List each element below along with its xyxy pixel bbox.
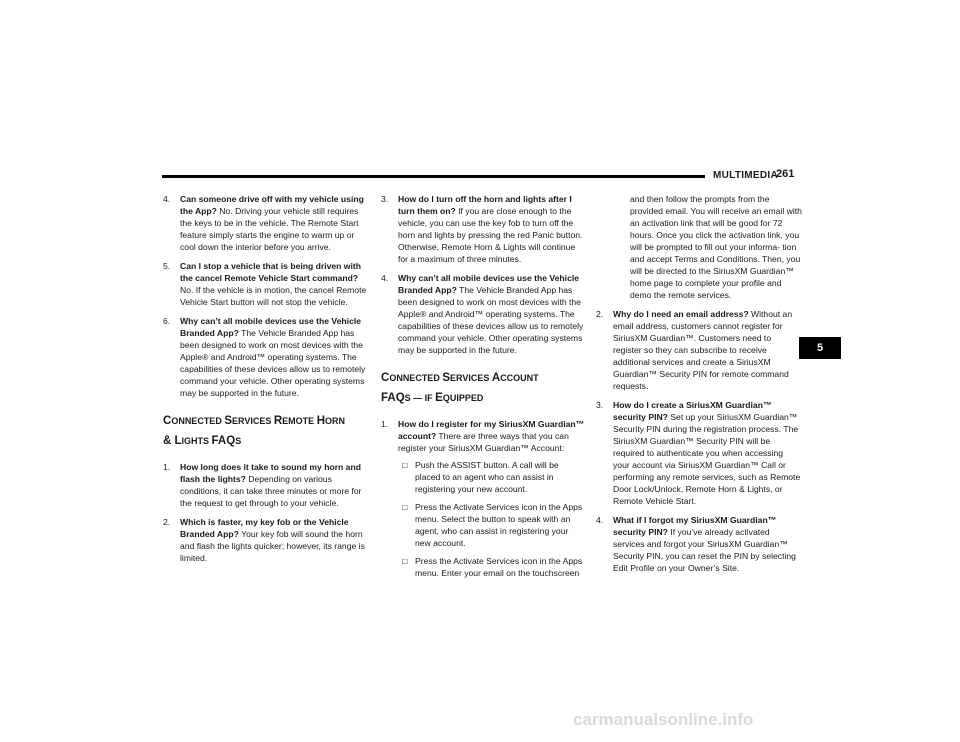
faq-question: How do I turn off the horn and lights after I turn them on?	[398, 194, 572, 216]
faq-answer: There are three ways that you can register your SiriusXM Guardian™ Account:	[398, 431, 569, 453]
faq-answer: If you’ve already activated services and forgot your SiriusXM Guardian™ Security PIN, you can reset the PIN by selecting Edit Profile on your Owner’s Site.	[613, 527, 796, 573]
faq-answer: No. If the vehicle is in motion, the cancel Remote Vehicle Start button will not stop the vehicle.	[180, 285, 367, 307]
faq-question: Why can’t all mobile devices use the Vehicle Branded App?	[398, 273, 580, 295]
faq-item: 1. How long does it take to sound my horn and flash the lights? Depending on various conditions, it can take three minutes or more for the request to get through to your vehicle.	[163, 462, 362, 508]
faq-question: Which is faster, my key fob or the Vehicle Branded App?	[180, 517, 349, 539]
section-heading-remote-horn: CONNECTED SERVICES REMOTE HORN & LIGHTS FAQS	[163, 415, 345, 447]
column-1	[163, 193, 368, 571]
faq-question: Why can’t all mobile devices use the Vehicle Branded App?	[180, 316, 362, 338]
faq-item: 1. How do I register for my SiriusXM Guardian™ account? There are three ways that you can register your SiriusXM Guardian™ Account: □ Push the ASSIST button. A call will be placed to an agent who can assist in registering your new account. □ Press the Activate Services icon in the Apps menu. Select the button to speak with an agent, who can assist in registering your new account. □ Press the Activate Services icon in the Apps menu. Enter your email on the touchscreen	[381, 419, 585, 578]
faq-item: 3. How do I turn off the horn and lights after I turn them on? If you are close enough to the vehicle, you can use the key fob to turn off the horn and lights by pressing the red Panic button. Otherwise, Remote Horn & Lights will continue for a maximum of three minutes.	[381, 194, 583, 264]
faq-question: Can I stop a vehicle that is being driven with the cancel Remote Vehicle Start command?	[180, 261, 361, 283]
bullet-square-icon: □	[402, 502, 408, 512]
faq-item: 2. Which is faster, my key fob or the Vehicle Branded App? Your key fob will sound the horn and flash the lights quicker; however, its range is limited.	[163, 517, 365, 563]
bullet-item: □ Press the Activate Services icon in the Apps menu. Select the button to speak with an agent, who can assist in registering your new account.	[402, 502, 583, 548]
page-number: 261	[776, 168, 795, 180]
section-title: MULTIMEDIA	[713, 170, 779, 181]
bullet-item: □ Press the Activate Services icon in the Apps menu. Enter your email on the touchscreen	[402, 556, 583, 578]
faq-question: How do I register for my SiriusXM Guardian™ account?	[398, 419, 585, 441]
faq-item: 5. Can I stop a vehicle that is being driven with the cancel Remote Vehicle Start command? No. If the vehicle is in motion, the cancel Remote Vehicle Start button will not stop the vehicle.	[163, 261, 367, 307]
faq-question: How long does it take to sound my horn and flash the lights?	[180, 462, 361, 484]
faq-item: 4. What if I forgot my SiriusXM Guardian™ security PIN? If you’ve already activated services and forgot your SiriusXM Guardian™ Security PIN, you can reset the PIN by selecting Edit Profile on your Owner’s Site.	[596, 515, 796, 573]
bullet-continuation: and then follow the prompts from the provided email. You will receive an email with an activation link that will be good for 72 hours. Once you click the activation link, you will be prompted to fill out your informa- tion and accept Terms and Conditions. Then, you will be directed to the SiriusXM Guardian™ home page to complete your profile and demo the remote services.	[630, 194, 802, 300]
bullet-item: □ Push the ASSIST button. A call will be placed to an agent who can assist in registering your new account.	[402, 460, 559, 494]
faq-item: 4. Why can’t all mobile devices use the Vehicle Branded App? The Vehicle Branded App has been designed to work on most devices with the Apple® and Android™ operating systems. The capabilities of these devices allow us to remotely command your vehicle. Other operating systems may be supported in the future.	[381, 273, 584, 355]
watermark: carmanualsonline.info	[573, 710, 754, 729]
faq-question: What if I forgot my SiriusXM Guardian™ security PIN?	[613, 515, 777, 537]
faq-answer: Without an email address, customers cannot register for SiriusXM Guardian™. Customers need to register so they can subscribe to receive additional services and create a SiriusXM Guardian™ Security PIN for remote command requests.	[613, 309, 793, 391]
faq-item: 4. Can someone drive off with my vehicle using the App? No. Driving your vehicle still requires the keys to be in the vehicle. The Remote Start feature simply starts the engine to warm up or cool down the interior before you arrive.	[163, 194, 364, 252]
faq-item: 2. Why do I need an email address? Without an email address, customers cannot register for SiriusXM Guardian™. Customers need to register so they can subscribe to receive additional services and create a SiriusXM Guardian™ Security PIN for remote command requests.	[596, 309, 793, 391]
faq-answer: Depending on various conditions, it can take three minutes or more for the request to get through to your vehicle.	[180, 474, 362, 508]
faq-answer: The Vehicle Branded App has been designed to work on most devices with the Apple® and Android™ operating systems. The capabilities of these devices allow us to remotely command your vehicle. Other operating systems may be supported in the future.	[398, 285, 584, 355]
bullet-square-icon: □	[402, 460, 408, 470]
faq-answer: Set up your SiriusXM Guardian™ Security PIN during the registration process. The SiriusXM Guardian™ Security PIN will be required to authenticate you when accessing your account via SiriusXM Guardian™ Call or performing any remote services, such as Remote Door Lock/Unlock, Remote Horn & Lights, or Remote Vehicle Start.	[613, 412, 801, 506]
faq-answer: The Vehicle Branded App has been designed to work on most devices with the Apple® and Android™ operating systems. The capabilities of these devices allow us to remotely command your vehicle. Other operating systems may be supported in the future.	[180, 328, 366, 398]
faq-question: Can someone drive off with my vehicle using the App?	[180, 194, 364, 216]
faq-question: Why do I need an email address?	[613, 309, 749, 319]
faq-answer: No. Driving your vehicle still requires the keys to be in the vehicle. The Remote Start feature simply starts the engine to warm up or cool down the interior before you arrive.	[180, 206, 359, 252]
chapter-tab: 5	[799, 337, 841, 359]
column-2	[381, 193, 586, 586]
bullet-square-icon: □	[402, 556, 408, 566]
faq-answer: If you are close enough to the vehicle, you can use the key fob to turn off the horn and lights by pressing the red Panic button. Otherwise, Remote Horn & Lights will continue for a maximum of three minutes.	[398, 206, 583, 264]
column-3	[596, 193, 802, 581]
faq-answer: Your key fob will sound the horn and flash the lights quicker; however, its range is limited.	[180, 529, 365, 563]
faq-question: How do I create a SiriusXM Guardian™ security PIN?	[613, 400, 772, 422]
section-heading-account-faqs: CONNECTED SERVICES ACCOUNT FAQS — IF EQUIPPED	[381, 372, 539, 404]
header-rule	[162, 175, 705, 178]
faq-item: 6. Why can’t all mobile devices use the Vehicle Branded App? The Vehicle Branded App has been designed to work on most devices with the Apple® and Android™ operating systems. The capabilities of these devices allow us to remotely command your vehicle. Other operating systems may be supported in the future.	[163, 316, 366, 398]
faq-item: 3. How do I create a SiriusXM Guardian™ security PIN? Set up your SiriusXM Guardian™ Security PIN during the registration process. The SiriusXM Guardian™ Security PIN will be required to authenticate you when accessing your account via SiriusXM Guardian™ Call or performing any remote services, such as Remote Door Lock/Unlock, Remote Horn & Lights, or Remote Vehicle Start.	[596, 400, 801, 506]
